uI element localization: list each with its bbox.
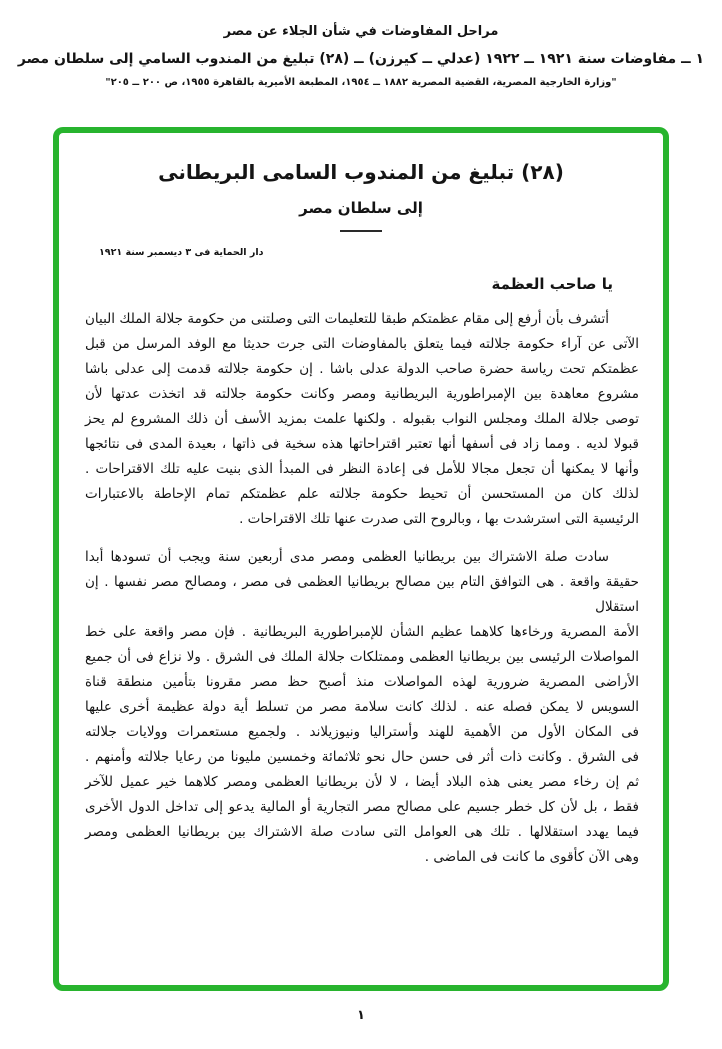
text-line: السويس لا يمكن فصله عنه . لذلك كانت سلامة مصر من تسلط أية دولة عظيمة أخرى عليها: [85, 699, 639, 715]
text-line: عظمتكم تحت رياسة حضرة صاحب الدولة عدلى باشا . إن حكومة جلالته قدمت إلى عدلى باشا: [85, 361, 639, 377]
text-line: وأنها لا يمكنها أن تجعل مجالا للأمل فى إعادة النظر فى المبدأ الذى بنيت عليه تلك الاقتراحات .: [85, 461, 639, 477]
text-line: وهى الآن كأقوى ما كانت فى الماضى .: [424, 849, 639, 865]
text-line: حقيقة واقعة . هى التوافق التام بين مصالح بريطانيا العظمى فى مصر ، ومصالح مصر نفسها . إن استقلال: [85, 574, 639, 615]
text-line: فيما يهدد استقلالها . تلك هى العوامل التى سادت صلة الاشتراك بين بريطانيا العظمى ومصر: [85, 824, 639, 840]
text-line: فى الشرق . وكانت ذات أثر فى حسن حال نحو ثلاثمائة وخمسين مليونا من رعايا جلالته وأمنهم .: [85, 749, 639, 765]
source-citation: "وزارة الخارجية المصرية، القضية المصرية ١٨٨٢ ــ ١٩٥٤، المطبعة الأميرية بالقاهرة ١٩٥٥، ص ٢٠٠ ــ ٢٠٥": [105, 77, 617, 88]
text-line: أتشرف بأن أرفع إلى مقام عظمتكم طبقا للتعليمات التى وصلتنى من حكومة جلالة الملك البيان: [85, 311, 609, 327]
salutation: يا صاحب العظمة: [491, 275, 613, 293]
text-line: قبولا لديه . ومما زاد فى أسفها أنها تعتبر اقتراحاتها هذه سخية فى ذاتها ، بعيدة المدى فى نتائجها: [85, 436, 639, 452]
text-line: سادت صلة الاشتراك بين بريطانيا العظمى ومصر مدى أربعين سنة ويجب أن تسودها أبدا: [85, 549, 609, 565]
document-title: (٢٨) تبليغ من المندوب السامى البريطانى: [158, 160, 564, 184]
text-line: ثم إن رخاء مصر يعنى هذه البلاد أيضا ، لا لأن بريطانيا العظمى ومصر كلاهما خير عميل للآخر: [85, 774, 639, 790]
page-number: ١: [357, 1008, 365, 1023]
text-line: فى المكان الأول من الأهمية للهند وأستراليا ونيوزيلاند . ولجميع مستعمرات وولايات جلالته: [85, 724, 639, 740]
text-line: لذلك كان من المستحسن أن تحيط حكومة جلالته علم عظمتكم تمام الإحاطة بالاعتبارات: [85, 486, 639, 502]
scanned-document-frame: [53, 127, 669, 991]
dateline: دار الحماية فى ٣ ديسمبر سنة ١٩٢١: [99, 247, 264, 258]
section-heading: ١ ــ مفاوضات سنة ١٩٢١ ــ ١٩٢٢ (عدلي ــ كيرزن) ــ (٢٨) تبليغ من المندوب السامي إلى سلطان مصر: [17, 51, 705, 67]
text-line: الرئيسية التى استرشدت بها ، وبالروح التى صدرت عنها تلك الاقتراحات .: [239, 511, 639, 527]
page-header: [0, 0, 722, 88]
text-line: الأراضى المصرية ضرورية لهذه المواصلات منذ أصبح حظ مصر مقرونا بتأمين منطقة قناة: [85, 674, 639, 690]
title-divider: [340, 230, 382, 232]
text-line: الآتى عن آراء حكومة جلالته فيما يتعلق بالمفاوضات التى جرت حديثا مع الوفد المرسل من قبل: [85, 336, 639, 352]
text-line: الأمة المصرية ورخاءها كلاهما عظيم الشأن للإمبراطورية البريطانية . فإن مصر واقعة على خط: [85, 624, 639, 640]
document-body: [59, 307, 663, 870]
collection-title: مراحل المفاوضات في شأن الجلاء عن مصر: [223, 24, 499, 39]
text-line: فقط ، بل لأن كل خطر جسيم على مصالح مصر التجارية أو المالية يدعو إلى تداخل الدول الأخرى: [85, 799, 639, 815]
text-line: توصى جلالة الملك ومجلس النواب بقبوله . ولكنها علمت بمزيد الأسف أن ذلك المشروع لم يحز: [85, 411, 639, 427]
text-line: مشروع معاهدة بين الإمبراطورية البريطانية ومصر وكانت حكومة جلالته قد اتخذت عدتها لأن: [85, 386, 639, 402]
document-subtitle: إلى سلطان مصر: [299, 199, 423, 217]
text-line: المواصلات الرئيسى بين بريطانيا العظمى وممتلكات جلالة الملك فى الشرق . ولا نزاع فى أن جميع: [85, 649, 639, 665]
